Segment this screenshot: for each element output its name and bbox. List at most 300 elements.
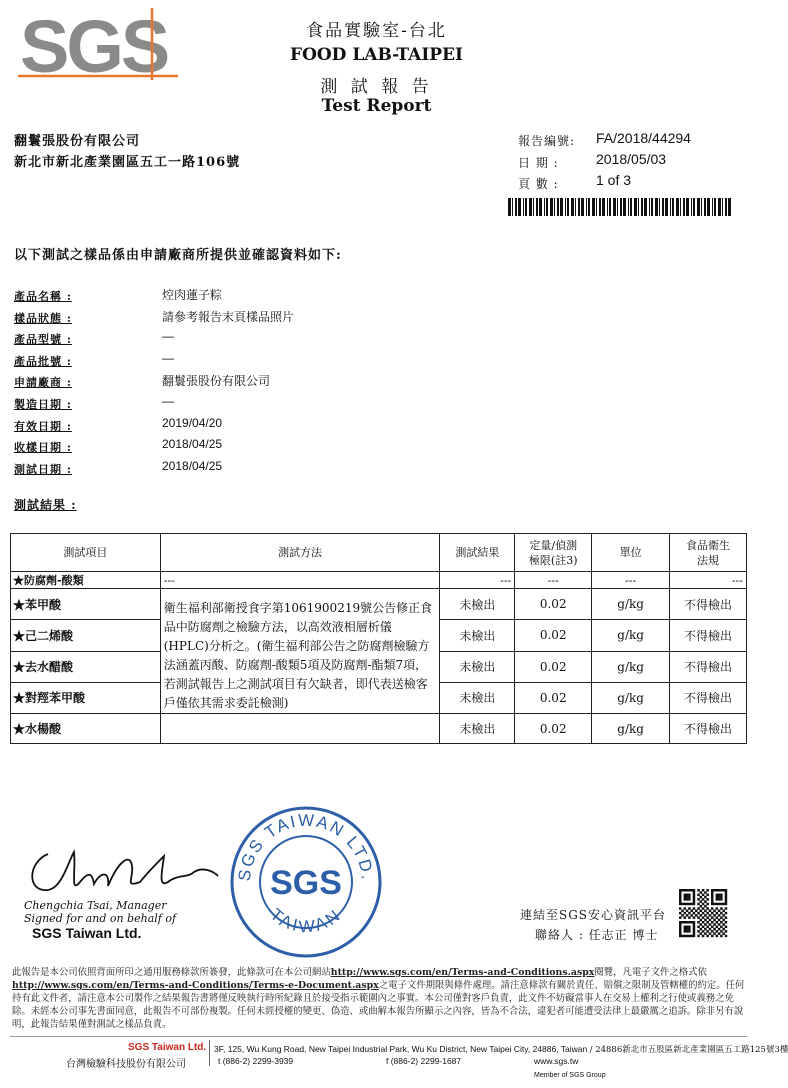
qr-module xyxy=(700,905,702,907)
qr-module xyxy=(702,935,704,937)
qr-module xyxy=(709,914,711,916)
barcode-bar xyxy=(596,198,597,216)
footer-fax: f (886-2) 2299-1687 xyxy=(386,1056,462,1066)
qr-module xyxy=(711,912,713,914)
qr-module xyxy=(688,916,690,918)
qr-module xyxy=(681,903,683,905)
group-reg: --- xyxy=(670,572,747,589)
svg-text:TAIWAN xyxy=(266,905,345,937)
barcode-bar xyxy=(623,198,626,216)
qr-module xyxy=(690,889,692,891)
barcode-bar xyxy=(651,198,653,216)
signer-name: Chengchia Tsai, Manager xyxy=(24,899,167,912)
row-item: ★己二烯酸 xyxy=(11,620,161,651)
barcode-bar xyxy=(544,198,545,216)
qr-module xyxy=(722,932,724,934)
qr-module xyxy=(679,916,681,918)
qr-module xyxy=(688,928,690,930)
qr-module xyxy=(684,928,686,930)
qr-module xyxy=(679,923,681,925)
qr-module xyxy=(679,932,681,934)
qr-module xyxy=(684,898,686,900)
header-item: 測試項目 xyxy=(11,534,161,572)
qr-module xyxy=(684,903,686,905)
qr-module xyxy=(718,928,720,930)
qr-module xyxy=(725,921,727,923)
barcode-bar xyxy=(655,198,658,216)
qr-module xyxy=(725,907,727,909)
sgs-taiwan-stamp xyxy=(228,804,384,960)
qr-module xyxy=(693,907,695,909)
qr-module xyxy=(679,907,681,909)
sample-info-value: 焢肉蓮子粽 xyxy=(162,288,223,302)
qr-code[interactable] xyxy=(679,889,727,937)
qr-module xyxy=(713,889,715,891)
sample-info-value: — xyxy=(162,350,174,365)
qr-module xyxy=(713,910,715,912)
qr-module xyxy=(700,919,702,921)
qr-module xyxy=(681,910,683,912)
qr-module xyxy=(704,919,706,921)
barcode-bar xyxy=(533,198,534,216)
qr-module xyxy=(716,912,718,914)
qr-module xyxy=(720,930,722,932)
qr-module xyxy=(718,923,720,925)
qr-module xyxy=(693,894,695,896)
row-unit: g/kg xyxy=(592,682,670,713)
qr-module xyxy=(681,889,683,891)
client-name: 翻鬟張股份有限公司 xyxy=(14,134,141,149)
barcode-bar xyxy=(691,198,692,216)
sample-info-label: 產品批號 : xyxy=(14,354,72,368)
stamp-center-text: SGS xyxy=(270,864,342,902)
row-unit: g/kg xyxy=(592,589,670,620)
qr-module xyxy=(720,894,722,896)
qr-module xyxy=(722,910,724,912)
header-limit xyxy=(515,534,592,572)
qr-module xyxy=(720,935,722,937)
row-unit: g/kg xyxy=(592,651,670,682)
report-title-cn: 測 試 報 告 xyxy=(320,77,433,97)
qr-module xyxy=(722,903,724,905)
qr-module xyxy=(711,896,713,898)
barcode-bar xyxy=(565,198,566,216)
qr-module xyxy=(725,896,727,898)
terms-link[interactable]: http://www.sgs.com/en/Terms-and-Conditions.aspx xyxy=(330,967,595,978)
qr-module xyxy=(700,914,702,916)
qr-module xyxy=(716,889,718,891)
qr-module xyxy=(684,916,686,918)
qr-module xyxy=(725,903,727,905)
sample-info-label: 產品型號 : xyxy=(14,333,72,347)
header-reg-line1: 食品衛生 xyxy=(686,538,731,552)
header-method: 測試方法 xyxy=(160,534,440,572)
group-unit: --- xyxy=(592,572,670,589)
qr-module xyxy=(697,916,699,918)
qr-module xyxy=(725,930,727,932)
qr-module xyxy=(697,907,699,909)
barcode-bar xyxy=(649,198,650,216)
qr-module xyxy=(693,926,695,928)
intro-text: 以下測試之樣品係由申請廠商所提供並確認資料如下: xyxy=(14,248,342,263)
qr-module xyxy=(688,930,690,932)
qr-module xyxy=(706,930,708,932)
barcode-bar xyxy=(630,198,632,216)
group-result: --- xyxy=(440,572,515,589)
barcode-bar xyxy=(665,198,668,216)
qr-module xyxy=(697,898,699,900)
footer-address xyxy=(214,1043,788,1055)
barcode-bar xyxy=(557,198,559,216)
qr-module xyxy=(686,935,688,937)
barcode-bar xyxy=(725,198,727,216)
barcode-bar xyxy=(581,198,584,216)
qr-module xyxy=(690,910,692,912)
qr-module xyxy=(722,889,724,891)
row-reg: 不得檢出 xyxy=(670,620,747,651)
barcode-bar xyxy=(672,198,674,216)
qr-module xyxy=(697,935,699,937)
qr-module xyxy=(706,921,708,923)
row-result: 未檢出 xyxy=(440,682,515,713)
sample-info-value: 翻鬟張股份有限公司 xyxy=(162,374,271,389)
qr-module xyxy=(720,898,722,900)
qr-module xyxy=(693,921,695,923)
qr-module xyxy=(697,889,699,891)
platform-link-text: 連結至SGS安心資訊平台 xyxy=(520,908,667,922)
qr-module xyxy=(718,889,720,891)
qr-module xyxy=(716,903,718,905)
barcode-bar xyxy=(554,198,555,216)
qr-module xyxy=(716,907,718,909)
qr-module xyxy=(718,898,720,900)
qr-module xyxy=(704,910,706,912)
signed-for: Signed for and on behalf of xyxy=(24,912,177,925)
barcode-bar xyxy=(546,198,548,216)
barcode-bar xyxy=(704,198,706,216)
qr-module xyxy=(722,923,724,925)
row-result: 未檢出 xyxy=(440,651,515,682)
barcode-bar xyxy=(693,198,695,216)
qr-module xyxy=(693,898,695,900)
sample-info-label: 製造日期 : xyxy=(14,398,72,411)
qr-module xyxy=(720,921,722,923)
qr-module xyxy=(686,928,688,930)
qr-module xyxy=(711,926,713,928)
qr-module xyxy=(679,900,681,902)
row-limit: 0.02 xyxy=(515,620,592,651)
header-unit: 單位 xyxy=(592,534,670,572)
qr-module xyxy=(706,912,708,914)
qr-module xyxy=(697,903,699,905)
group-method: --- xyxy=(160,572,440,589)
qr-module xyxy=(704,923,706,925)
qr-module xyxy=(711,916,713,918)
qr-module xyxy=(688,907,690,909)
qr-module xyxy=(704,914,706,916)
qr-module xyxy=(711,930,713,932)
row-reg: 不得檢出 xyxy=(670,682,747,713)
table-row xyxy=(11,589,747,620)
barcode-bar xyxy=(536,198,538,216)
qr-module xyxy=(716,935,718,937)
qr-module xyxy=(718,910,720,912)
report-date-value: 2018/05/03 xyxy=(596,151,667,167)
qr-module xyxy=(711,907,713,909)
qr-module xyxy=(704,905,706,907)
qr-module xyxy=(706,907,708,909)
qr-module xyxy=(684,935,686,937)
qr-module xyxy=(711,889,713,891)
qr-module xyxy=(706,898,708,900)
barcode-bar xyxy=(718,198,721,216)
qr-module xyxy=(681,921,683,923)
sample-info-label: 產品名稱 : xyxy=(14,290,72,303)
row-reg: 不得檢出 xyxy=(670,589,747,620)
qr-module xyxy=(688,896,690,898)
qr-module xyxy=(716,898,718,900)
row-unit: g/kg xyxy=(592,620,670,651)
qr-module xyxy=(693,916,695,918)
barcode-bar xyxy=(571,198,574,216)
sample-info-label: 申請廠商 : xyxy=(14,376,72,390)
qr-module xyxy=(709,910,711,912)
qr-module xyxy=(713,932,715,934)
footer-divider xyxy=(10,1036,747,1037)
qr-module xyxy=(693,889,695,891)
report-pages-label: 頁 數 : xyxy=(518,177,559,191)
sample-info-label: 收樣日期 : xyxy=(14,441,72,455)
qr-module xyxy=(700,923,702,925)
qr-module xyxy=(725,891,727,893)
qr-module xyxy=(725,894,727,896)
qr-module xyxy=(697,921,699,923)
barcode-bar xyxy=(539,198,542,216)
sample-info-value: 請參考報告末頁樣品照片 xyxy=(162,309,295,324)
qr-module xyxy=(704,896,706,898)
qr-module xyxy=(716,896,718,898)
row-limit: 0.02 xyxy=(515,682,592,713)
qr-module xyxy=(711,921,713,923)
qr-module xyxy=(725,935,727,937)
qr-module xyxy=(693,928,695,930)
qr-module xyxy=(725,912,727,914)
report-date-label: 日 期 : xyxy=(518,156,559,170)
qr-module xyxy=(725,889,727,891)
qr-module xyxy=(706,926,708,928)
qr-module xyxy=(693,935,695,937)
qr-module xyxy=(684,912,686,914)
qr-module xyxy=(693,912,695,914)
barcode-bar xyxy=(722,198,723,216)
table-group-row xyxy=(11,572,747,589)
qr-module xyxy=(706,916,708,918)
row-reg: 不得檢出 xyxy=(670,651,747,682)
qr-module xyxy=(700,891,702,893)
qr-module xyxy=(693,900,695,902)
group-item: ★防腐劑-酸類 xyxy=(11,572,161,589)
qr-module xyxy=(716,926,718,928)
qr-module xyxy=(718,894,720,896)
barcode-bar xyxy=(638,198,639,216)
qr-module xyxy=(706,935,708,937)
method-empty xyxy=(160,714,440,744)
qr-module xyxy=(722,928,724,930)
barcode-bar xyxy=(670,198,671,216)
qr-module xyxy=(686,889,688,891)
qr-module xyxy=(679,891,681,893)
barcode-bar xyxy=(512,198,513,216)
barcode-bar xyxy=(662,198,664,216)
qr-module xyxy=(688,894,690,896)
qr-module xyxy=(720,896,722,898)
lab-name-en: FOOD LAB-TAIPEI xyxy=(290,45,463,65)
barcode-bar xyxy=(599,198,601,216)
qr-module xyxy=(718,932,720,934)
qr-module xyxy=(684,896,686,898)
header-result: 測試結果 xyxy=(440,534,515,572)
footer-company-en: SGS Taiwan Ltd. xyxy=(128,1042,207,1053)
barcode-bar xyxy=(628,198,629,216)
qr-module xyxy=(686,910,688,912)
barcode-bar xyxy=(728,198,731,216)
qr-module xyxy=(711,935,713,937)
footer-member: Member of SGS Group xyxy=(534,1072,606,1079)
barcode-bar xyxy=(602,198,605,216)
header-limit-line1: 定量/偵測 xyxy=(529,538,578,552)
qr-module xyxy=(681,914,683,916)
barcode-bar xyxy=(550,198,553,216)
qr-module xyxy=(681,935,683,937)
qr-module xyxy=(688,903,690,905)
row-item: ★水楊酸 xyxy=(11,714,161,744)
footer-web[interactable]: www.sgs.tw xyxy=(534,1056,579,1066)
sample-info-label: 測試日期 : xyxy=(14,462,72,476)
qr-module xyxy=(702,921,704,923)
row-item: ★去水醋酸 xyxy=(11,651,161,682)
qr-module xyxy=(711,891,713,893)
qr-module xyxy=(690,903,692,905)
barcode-bar xyxy=(697,198,700,216)
barcode-bar xyxy=(683,198,685,216)
qr-module xyxy=(716,894,718,896)
row-reg: 不得檢出 xyxy=(670,714,747,744)
qr-module xyxy=(700,896,702,898)
sample-info-value: 2019/04/20 xyxy=(162,415,223,430)
barcode-bar xyxy=(575,198,576,216)
qr-module xyxy=(700,910,702,912)
row-unit: g/kg xyxy=(592,714,670,744)
row-result: 未檢出 xyxy=(440,620,515,651)
stamp-top-text: SGS TAIWAN LTD. xyxy=(234,810,378,883)
qr-module xyxy=(693,923,695,925)
disclaimer-part3: 之電子文件期限與條件處理。請注意條款有關於責任、賠償之限制及管轄權的約定。任何持有此文件者，請注意本公司製作之結果報告書將僅反映執行時所紀錄且於接受指示範圍內之事實。本公司僅對客戶負責，此文件不妨礙當事人在交易上權利之行使或義務之免除。未經本公司事先書面同意，此報告不可部份複製。任何未經授權的變更、偽造、或曲解本報告所顯示之內容，皆為不合法，違犯者可能遭受法律上最嚴厲之追訴。除非另有說明，此報告結果僅對測試之樣品負責。 xyxy=(12,980,745,1030)
qr-module xyxy=(725,900,727,902)
qr-module xyxy=(722,914,724,916)
qr-module xyxy=(697,912,699,914)
qr-module xyxy=(679,921,681,923)
lab-name-cn: 食品實驗室-台北 xyxy=(306,21,447,41)
qr-module xyxy=(686,898,688,900)
barcode-bar xyxy=(686,198,689,216)
qr-module xyxy=(725,926,727,928)
qr-module xyxy=(679,898,681,900)
qr-module xyxy=(718,903,720,905)
barcode-bar xyxy=(515,198,517,216)
table-header-row xyxy=(11,534,747,572)
qr-module xyxy=(702,907,704,909)
qr-module xyxy=(686,914,688,916)
barcode-bar xyxy=(525,198,527,216)
qr-module xyxy=(688,912,690,914)
qr-module xyxy=(688,926,690,928)
qr-module xyxy=(697,930,699,932)
barcode-bar xyxy=(701,198,702,216)
qr-module xyxy=(716,916,718,918)
qr-module xyxy=(695,910,697,912)
footer-tel: t (886-2) 2299-3939 xyxy=(218,1056,294,1066)
qr-module xyxy=(700,900,702,902)
qr-module xyxy=(713,928,715,930)
qr-module xyxy=(706,894,708,896)
method-text: 衛生福利部衛授食字第1061900219號公告修正食品中防腐劑之檢驗方法，以高效液相層析儀(HPLC)分析之。(衛生福利部公告之防腐劑檢驗方法涵蓋丙酸、防腐劑-酸類5項及防腐劑-酯類7項，若測試報告上之測試項目有欠缺者，即代表送檢客戶僅依其需求委託檢測) xyxy=(163,601,433,710)
qr-module xyxy=(720,903,722,905)
barcode-bar xyxy=(523,198,524,216)
barcode-bar xyxy=(712,198,713,216)
qr-module xyxy=(686,896,688,898)
report-number-value: FA/2018/44294 xyxy=(596,130,691,146)
barcode-bar xyxy=(680,198,681,216)
barcode-bar xyxy=(592,198,595,216)
qr-module xyxy=(718,896,720,898)
qr-module xyxy=(679,928,681,930)
qr-module xyxy=(702,898,704,900)
qr-module xyxy=(679,926,681,928)
report-title-en: Test Report xyxy=(321,96,432,116)
qr-module xyxy=(702,912,704,914)
qr-module xyxy=(679,896,681,898)
sample-info-value: — xyxy=(162,394,174,408)
qr-module xyxy=(722,919,724,921)
qr-module xyxy=(704,891,706,893)
qr-module xyxy=(702,894,704,896)
qr-module xyxy=(679,889,681,891)
barcode-bar xyxy=(529,198,532,216)
e-document-link[interactable]: http://www.sgs.com/en/Terms-and-Conditions/Terms-e-Document.aspx xyxy=(12,980,379,991)
barcode-bar xyxy=(617,198,618,216)
qr-module xyxy=(697,894,699,896)
sgs-logo-text: SGS xyxy=(20,5,168,88)
group-limit: --- xyxy=(515,572,592,589)
barcode-bar xyxy=(609,198,611,216)
contact-person: 聯絡人 : 任志正 博士 xyxy=(535,928,659,942)
barcode xyxy=(508,198,734,216)
footer-address-en: 3F, 125, Wu Kung Road, New Taipei Industrial Park, Wu Ku District, New Taipei City, 24886, Taiwan xyxy=(214,1044,588,1054)
report-pages-value: 1 of 3 xyxy=(596,172,632,188)
signature-image xyxy=(18,842,228,906)
header-regulation xyxy=(670,534,747,572)
qr-module xyxy=(693,932,695,934)
qr-module xyxy=(679,930,681,932)
qr-module xyxy=(702,903,704,905)
barcode-bar xyxy=(634,198,637,216)
qr-module xyxy=(700,932,702,934)
row-limit: 0.02 xyxy=(515,714,592,744)
results-label: 測試結果 : xyxy=(14,498,77,512)
stamp-bottom-text: TAIWAN xyxy=(266,904,346,937)
footer-company-cn: 台灣檢驗科技股份有限公司 xyxy=(66,1059,186,1070)
qr-module xyxy=(704,900,706,902)
